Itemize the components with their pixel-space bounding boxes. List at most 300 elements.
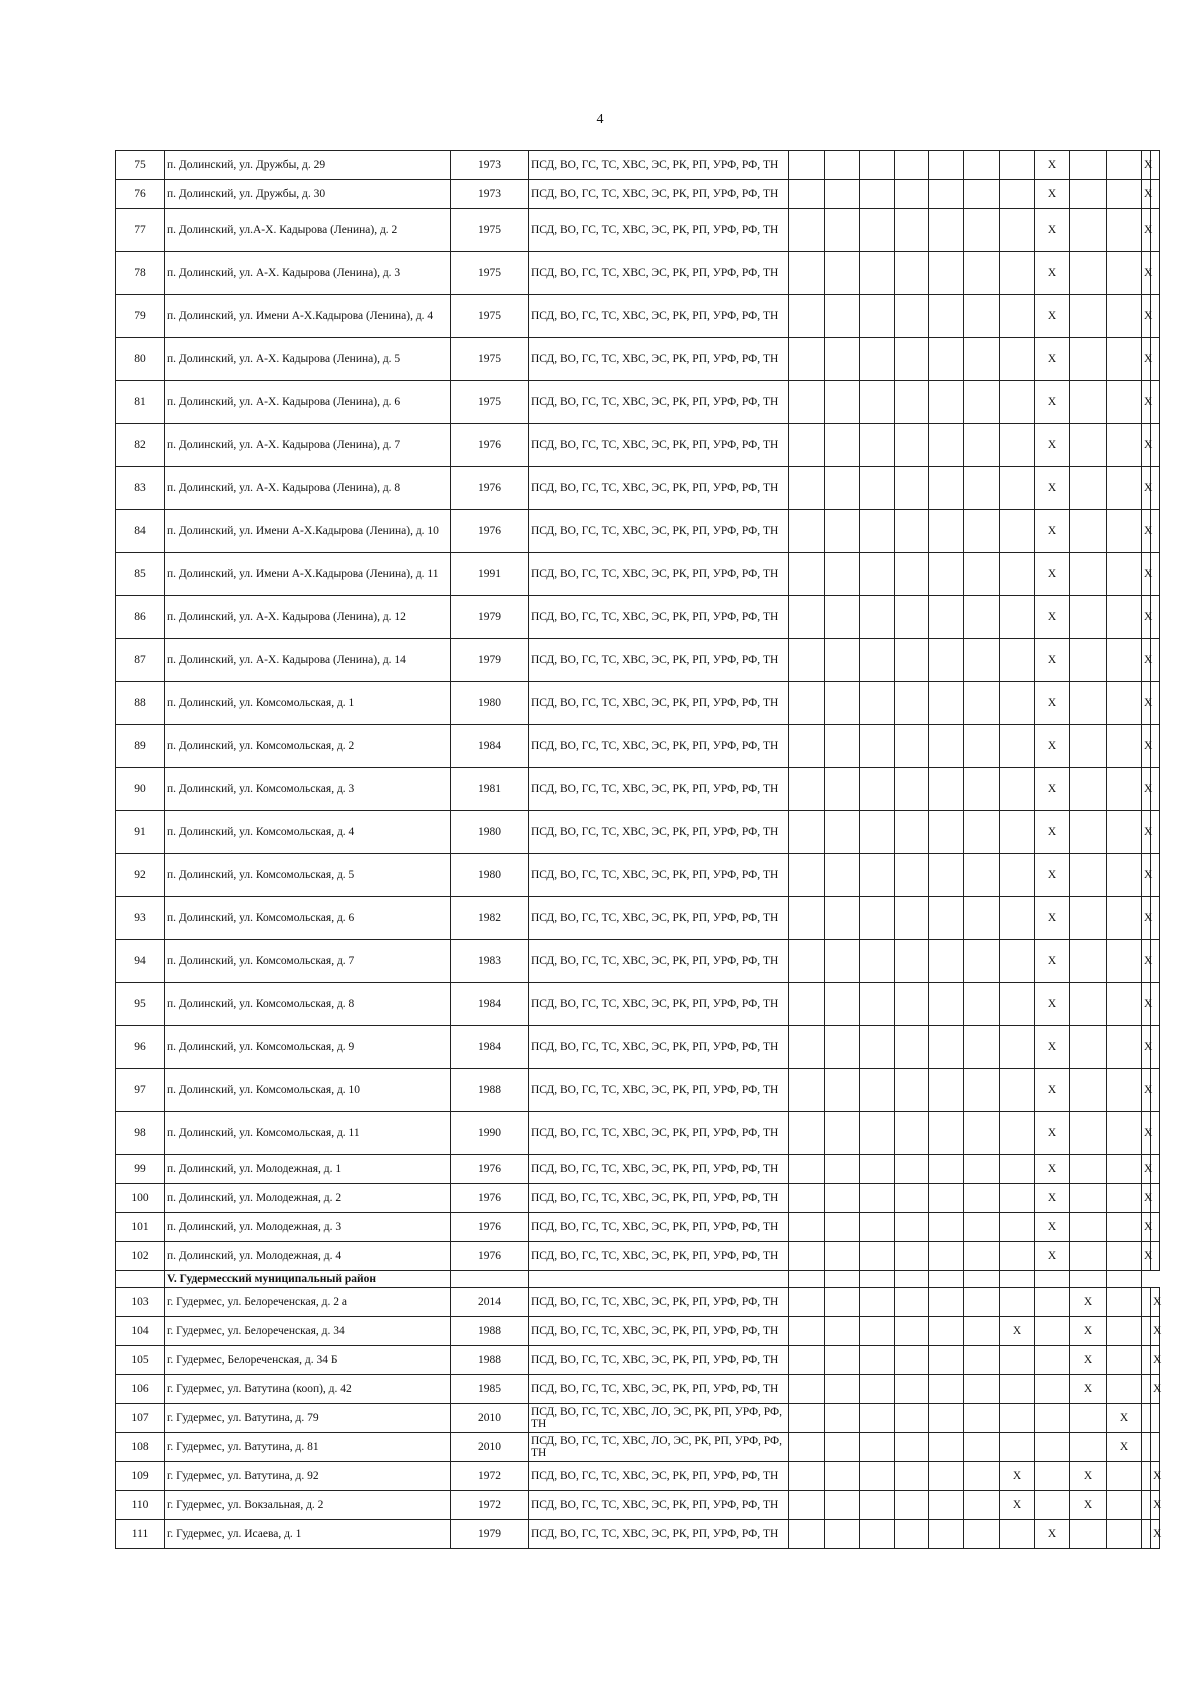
empty-cell	[895, 467, 929, 510]
x-mark-cell: X	[1035, 381, 1070, 424]
row-number-cell: 91	[116, 811, 165, 854]
works-cell: ПСД, ВО, ГС, ТС, ХВС, ЭС, РК, РП, УРФ, РФ, ТН	[529, 1317, 789, 1346]
empty-cell	[860, 1242, 895, 1271]
empty-cell	[1070, 811, 1107, 854]
x-mark-cell: X	[1035, 295, 1070, 338]
empty-cell	[860, 1375, 895, 1404]
x-mark-cell: X	[1151, 1462, 1160, 1491]
empty-cell	[825, 209, 860, 252]
row-number-cell: 106	[116, 1375, 165, 1404]
empty-cell	[895, 1112, 929, 1155]
table-row	[116, 1242, 1160, 1271]
empty-cell	[929, 1184, 964, 1213]
empty-cell	[895, 1026, 929, 1069]
row-number-cell: 77	[116, 209, 165, 252]
year-cell: 1983	[451, 940, 529, 983]
address-cell: г. Гудермес, ул. Белореченская, д. 34	[165, 1317, 451, 1346]
empty-cell	[895, 940, 929, 983]
x-mark-cell: X	[1000, 1462, 1035, 1491]
works-cell: ПСД, ВО, ГС, ТС, ХВС, ЭС, РК, РП, УРФ, РФ, ТН	[529, 940, 789, 983]
empty-cell	[860, 1069, 895, 1112]
table-row	[116, 151, 1160, 180]
empty-cell	[929, 338, 964, 381]
empty-cell	[964, 553, 1000, 596]
empty-cell	[789, 1317, 825, 1346]
year-cell: 1976	[451, 1242, 529, 1271]
empty-cell	[789, 1155, 825, 1184]
empty-cell	[860, 424, 895, 467]
empty-cell	[964, 180, 1000, 209]
empty-cell	[929, 682, 964, 725]
empty-cell	[789, 768, 825, 811]
empty-cell	[1000, 1288, 1035, 1317]
works-cell: ПСД, ВО, ГС, ТС, ХВС, ЭС, РК, РП, УРФ, РФ, ТН	[529, 596, 789, 639]
table-row	[116, 854, 1160, 897]
empty-cell	[1070, 983, 1107, 1026]
table-row	[116, 1491, 1160, 1520]
empty-cell	[1107, 151, 1142, 180]
empty-cell	[964, 854, 1000, 897]
empty-cell	[929, 1112, 964, 1155]
empty-cell	[1107, 1069, 1142, 1112]
empty-cell	[825, 1213, 860, 1242]
empty-cell	[1070, 1242, 1107, 1271]
empty-cell	[789, 1026, 825, 1069]
empty-cell	[895, 510, 929, 553]
x-mark-cell: X	[1070, 1462, 1107, 1491]
table-row	[116, 768, 1160, 811]
empty-cell	[1070, 209, 1107, 252]
year-cell: 1990	[451, 1112, 529, 1155]
empty-cell	[825, 983, 860, 1026]
empty-cell	[929, 510, 964, 553]
empty-cell	[860, 1213, 895, 1242]
empty-cell	[964, 467, 1000, 510]
row-number-cell: 92	[116, 854, 165, 897]
works-cell: ПСД, ВО, ГС, ТС, ХВС, ЭС, РК, РП, УРФ, РФ, ТН	[529, 1520, 789, 1549]
empty-cell	[1151, 1404, 1160, 1433]
empty-cell	[964, 295, 1000, 338]
empty-cell	[929, 424, 964, 467]
empty-cell	[1070, 639, 1107, 682]
empty-cell	[789, 1433, 825, 1462]
works-cell: ПСД, ВО, ГС, ТС, ХВС, ЭС, РК, РП, УРФ, РФ, ТН	[529, 897, 789, 940]
empty-cell	[1142, 1491, 1151, 1520]
empty-cell	[451, 1271, 529, 1288]
empty-cell	[789, 510, 825, 553]
empty-cell	[1000, 1026, 1035, 1069]
x-mark-cell: X	[1142, 1242, 1151, 1271]
empty-cell	[929, 1375, 964, 1404]
empty-cell	[1070, 151, 1107, 180]
empty-cell	[1070, 1404, 1107, 1433]
empty-cell	[789, 639, 825, 682]
empty-cell	[1000, 639, 1035, 682]
works-cell: ПСД, ВО, ГС, ТС, ХВС, ЭС, РК, РП, УРФ, РФ, ТН	[529, 1069, 789, 1112]
empty-cell	[1000, 553, 1035, 596]
empty-cell	[1070, 467, 1107, 510]
page-number: 4	[596, 112, 604, 127]
works-cell: ПСД, ВО, ГС, ТС, ХВС, ЛО, ЭС, РК, РП, УРФ, РФ, ТН	[529, 1404, 789, 1433]
empty-cell	[789, 1288, 825, 1317]
x-mark-cell: X	[1035, 682, 1070, 725]
empty-cell	[789, 209, 825, 252]
empty-cell	[825, 338, 860, 381]
empty-cell	[1070, 940, 1107, 983]
empty-cell	[1107, 639, 1142, 682]
empty-cell	[964, 1433, 1000, 1462]
row-number-cell: 111	[116, 1520, 165, 1549]
table-row	[116, 467, 1160, 510]
empty-cell	[895, 596, 929, 639]
address-cell: п. Долинский, ул. Молодежная, д. 2	[165, 1184, 451, 1213]
row-number-cell: 109	[116, 1462, 165, 1491]
address-cell: п. Долинский, ул. Молодежная, д. 1	[165, 1155, 451, 1184]
address-cell: п. Долинский, ул. А-Х. Кадырова (Ленина), д. 3	[165, 252, 451, 295]
empty-cell	[860, 338, 895, 381]
x-mark-cell: X	[1142, 725, 1151, 768]
empty-cell	[1070, 1184, 1107, 1213]
address-cell: п. Долинский, ул. Комсомольская, д. 7	[165, 940, 451, 983]
empty-cell	[1035, 1317, 1070, 1346]
works-cell: ПСД, ВО, ГС, ТС, ХВС, ЭС, РК, РП, УРФ, РФ, ТН	[529, 1112, 789, 1155]
empty-cell	[895, 1404, 929, 1433]
empty-cell	[789, 897, 825, 940]
works-cell: ПСД, ВО, ГС, ТС, ХВС, ЭС, РК, РП, УРФ, РФ, ТН	[529, 768, 789, 811]
address-cell: г. Гудермес, Белореченская, д. 34 Б	[165, 1346, 451, 1375]
empty-cell	[1070, 854, 1107, 897]
empty-cell	[1107, 553, 1142, 596]
empty-cell	[825, 1288, 860, 1317]
empty-cell	[789, 180, 825, 209]
empty-cell	[1070, 1112, 1107, 1155]
empty-cell	[860, 940, 895, 983]
works-cell: ПСД, ВО, ГС, ТС, ХВС, ЭС, РК, РП, УРФ, РФ, ТН	[529, 180, 789, 209]
empty-cell	[895, 1242, 929, 1271]
empty-cell	[860, 1462, 895, 1491]
empty-cell	[1070, 897, 1107, 940]
empty-cell	[1000, 1520, 1035, 1549]
table-body	[116, 151, 1160, 1549]
address-cell: п. Долинский, ул. Комсомольская, д. 11	[165, 1112, 451, 1155]
empty-cell	[895, 811, 929, 854]
empty-cell	[825, 510, 860, 553]
empty-cell	[1070, 1433, 1107, 1462]
empty-cell	[964, 252, 1000, 295]
x-mark-cell: X	[1151, 1346, 1160, 1375]
empty-cell	[789, 338, 825, 381]
x-mark-cell: X	[1035, 639, 1070, 682]
works-cell: ПСД, ВО, ГС, ТС, ХВС, ЭС, РК, РП, УРФ, РФ, ТН	[529, 553, 789, 596]
empty-cell	[895, 854, 929, 897]
year-cell: 1976	[451, 1155, 529, 1184]
address-cell: п. Долинский, ул. А-Х. Кадырова (Ленина), д. 5	[165, 338, 451, 381]
x-mark-cell: X	[1142, 1213, 1151, 1242]
x-mark-cell: X	[1142, 252, 1151, 295]
empty-cell	[789, 596, 825, 639]
empty-cell	[1107, 1346, 1142, 1375]
row-number-cell: 82	[116, 424, 165, 467]
empty-cell	[1107, 596, 1142, 639]
address-cell: п. Долинский, ул. Комсомольская, д. 9	[165, 1026, 451, 1069]
x-mark-cell: X	[1142, 1069, 1151, 1112]
row-number-cell: 84	[116, 510, 165, 553]
row-number-cell: 103	[116, 1288, 165, 1317]
empty-cell	[929, 897, 964, 940]
works-cell: ПСД, ВО, ГС, ТС, ХВС, ЭС, РК, РП, УРФ, РФ, ТН	[529, 682, 789, 725]
empty-cell	[860, 510, 895, 553]
x-mark-cell: X	[1035, 983, 1070, 1026]
empty-cell	[860, 1184, 895, 1213]
year-cell: 1984	[451, 983, 529, 1026]
empty-cell	[860, 1317, 895, 1346]
empty-cell	[789, 811, 825, 854]
address-cell: п. Долинский, ул. Комсомольская, д. 4	[165, 811, 451, 854]
empty-cell	[860, 682, 895, 725]
empty-cell	[1142, 1520, 1151, 1549]
empty-cell	[825, 252, 860, 295]
x-mark-cell: X	[1142, 338, 1151, 381]
x-mark-cell: X	[1142, 1155, 1151, 1184]
address-cell: п. Долинский, ул. Дружбы, д. 30	[165, 180, 451, 209]
year-cell: 1980	[451, 682, 529, 725]
section-title: V. Гудермесский муниципальный район	[165, 1271, 451, 1288]
x-mark-cell: X	[1035, 467, 1070, 510]
table-row	[116, 553, 1160, 596]
empty-cell	[1107, 338, 1142, 381]
empty-cell	[1000, 682, 1035, 725]
row-number-cell: 99	[116, 1155, 165, 1184]
empty-cell	[929, 1026, 964, 1069]
x-mark-cell: X	[1035, 1184, 1070, 1213]
year-cell: 1991	[451, 553, 529, 596]
empty-cell	[929, 151, 964, 180]
empty-cell	[929, 596, 964, 639]
empty-cell	[929, 1155, 964, 1184]
table-row	[116, 897, 1160, 940]
row-number-cell: 81	[116, 381, 165, 424]
empty-cell	[860, 725, 895, 768]
address-cell: п. Долинский, ул. Комсомольская, д. 6	[165, 897, 451, 940]
empty-cell	[1035, 1375, 1070, 1404]
empty-cell	[789, 1242, 825, 1271]
empty-cell	[1142, 1288, 1151, 1317]
row-number-cell: 108	[116, 1433, 165, 1462]
empty-cell	[825, 1026, 860, 1069]
works-cell: ПСД, ВО, ГС, ТС, ХВС, ЭС, РК, РП, УРФ, РФ, ТН	[529, 295, 789, 338]
empty-cell	[964, 811, 1000, 854]
empty-cell	[964, 151, 1000, 180]
empty-cell	[1107, 1184, 1142, 1213]
address-cell: п. Долинский, ул. А-Х. Кадырова (Ленина), д. 12	[165, 596, 451, 639]
table-row	[116, 1346, 1160, 1375]
empty-cell	[1000, 897, 1035, 940]
empty-cell	[860, 1155, 895, 1184]
empty-cell	[1000, 381, 1035, 424]
x-mark-cell: X	[1142, 209, 1151, 252]
empty-cell	[895, 1462, 929, 1491]
empty-cell	[964, 768, 1000, 811]
empty-cell	[860, 252, 895, 295]
works-cell: ПСД, ВО, ГС, ТС, ХВС, ЭС, РК, РП, УРФ, РФ, ТН	[529, 639, 789, 682]
address-cell: п. Долинский, ул. Комсомольская, д. 5	[165, 854, 451, 897]
x-mark-cell: X	[1107, 1404, 1142, 1433]
address-cell: г. Гудермес, ул. Ватутина, д. 92	[165, 1462, 451, 1491]
empty-cell	[1035, 1288, 1070, 1317]
empty-cell	[895, 295, 929, 338]
empty-cell	[1107, 510, 1142, 553]
empty-cell	[929, 1213, 964, 1242]
empty-cell	[964, 1462, 1000, 1491]
empty-cell	[964, 1288, 1000, 1317]
address-cell: г. Гудермес, ул. Ватутина, д. 79	[165, 1404, 451, 1433]
works-cell: ПСД, ВО, ГС, ТС, ХВС, ЭС, РК, РП, УРФ, РФ, ТН	[529, 1026, 789, 1069]
x-mark-cell: X	[1000, 1491, 1035, 1520]
empty-cell	[964, 1155, 1000, 1184]
works-cell: ПСД, ВО, ГС, ТС, ХВС, ЭС, РК, РП, УРФ, РФ, ТН	[529, 1184, 789, 1213]
table-row	[116, 725, 1160, 768]
x-mark-cell: X	[1142, 1026, 1151, 1069]
x-mark-cell: X	[1035, 596, 1070, 639]
year-cell: 1975	[451, 252, 529, 295]
x-mark-cell: X	[1035, 510, 1070, 553]
empty-cell	[895, 725, 929, 768]
works-cell: ПСД, ВО, ГС, ТС, ХВС, ЛО, ЭС, РК, РП, УРФ, РФ, ТН	[529, 1433, 789, 1462]
empty-cell	[789, 1520, 825, 1549]
table-row	[116, 1462, 1160, 1491]
empty-cell	[1070, 596, 1107, 639]
works-cell: ПСД, ВО, ГС, ТС, ХВС, ЭС, РК, РП, УРФ, РФ, ТН	[529, 725, 789, 768]
empty-cell	[1142, 1433, 1151, 1462]
empty-cell	[825, 180, 860, 209]
empty-cell	[1035, 1433, 1070, 1462]
x-mark-cell: X	[1142, 424, 1151, 467]
year-cell: 1984	[451, 1026, 529, 1069]
empty-cell	[1107, 1213, 1142, 1242]
x-mark-cell: X	[1035, 940, 1070, 983]
empty-cell	[964, 381, 1000, 424]
empty-cell	[789, 1491, 825, 1520]
empty-cell	[860, 596, 895, 639]
table-row	[116, 1026, 1160, 1069]
x-mark-cell: X	[1070, 1317, 1107, 1346]
empty-cell	[929, 180, 964, 209]
table-row	[116, 381, 1160, 424]
empty-cell	[789, 1404, 825, 1433]
empty-cell	[1000, 940, 1035, 983]
empty-cell	[1000, 338, 1035, 381]
empty-cell	[1000, 1213, 1035, 1242]
x-mark-cell: X	[1142, 596, 1151, 639]
works-cell: ПСД, ВО, ГС, ТС, ХВС, ЭС, РК, РП, УРФ, РФ, ТН	[529, 1491, 789, 1520]
works-cell: ПСД, ВО, ГС, ТС, ХВС, ЭС, РК, РП, УРФ, РФ, ТН	[529, 1346, 789, 1375]
housing-register-table	[115, 150, 1160, 1549]
empty-cell	[895, 1213, 929, 1242]
empty-cell	[895, 1271, 929, 1288]
row-number-cell: 87	[116, 639, 165, 682]
x-mark-cell: X	[1142, 1184, 1151, 1213]
row-number-cell: 78	[116, 252, 165, 295]
empty-cell	[1000, 252, 1035, 295]
x-mark-cell: X	[1151, 1288, 1160, 1317]
empty-cell	[929, 1462, 964, 1491]
works-cell: ПСД, ВО, ГС, ТС, ХВС, ЭС, РК, РП, УРФ, РФ, ТН	[529, 1288, 789, 1317]
empty-cell	[1070, 424, 1107, 467]
empty-cell	[825, 768, 860, 811]
empty-cell	[825, 639, 860, 682]
empty-cell	[895, 897, 929, 940]
empty-cell	[1070, 1155, 1107, 1184]
empty-cell	[1000, 180, 1035, 209]
works-cell: ПСД, ВО, ГС, ТС, ХВС, ЭС, РК, РП, УРФ, РФ, ТН	[529, 338, 789, 381]
empty-cell	[1107, 1462, 1142, 1491]
empty-cell	[825, 1069, 860, 1112]
empty-cell	[860, 1026, 895, 1069]
empty-cell	[1142, 1346, 1151, 1375]
empty-cell	[789, 151, 825, 180]
empty-cell	[929, 768, 964, 811]
year-cell: 1976	[451, 510, 529, 553]
empty-cell	[860, 768, 895, 811]
empty-cell	[1000, 1433, 1035, 1462]
x-mark-cell: X	[1070, 1288, 1107, 1317]
x-mark-cell: X	[1035, 1242, 1070, 1271]
empty-cell	[929, 725, 964, 768]
empty-cell	[964, 1112, 1000, 1155]
empty-cell	[1000, 811, 1035, 854]
empty-cell	[895, 209, 929, 252]
empty-cell	[964, 1026, 1000, 1069]
empty-cell	[825, 1346, 860, 1375]
empty-cell	[929, 252, 964, 295]
works-cell: ПСД, ВО, ГС, ТС, ХВС, ЭС, РК, РП, УРФ, РФ, ТН	[529, 151, 789, 180]
x-mark-cell: X	[1142, 553, 1151, 596]
empty-cell	[1000, 151, 1035, 180]
empty-cell	[529, 1271, 789, 1288]
empty-cell	[825, 682, 860, 725]
x-mark-cell: X	[1035, 252, 1070, 295]
empty-cell	[1000, 1271, 1035, 1288]
year-cell: 1980	[451, 811, 529, 854]
empty-cell	[964, 983, 1000, 1026]
empty-cell	[1107, 854, 1142, 897]
works-cell: ПСД, ВО, ГС, ТС, ХВС, ЭС, РК, РП, УРФ, РФ, ТН	[529, 854, 789, 897]
row-number-cell: 101	[116, 1213, 165, 1242]
x-mark-cell: X	[1142, 639, 1151, 682]
empty-cell	[789, 854, 825, 897]
x-mark-cell: X	[1142, 940, 1151, 983]
empty-cell	[929, 381, 964, 424]
row-number-cell: 89	[116, 725, 165, 768]
year-cell: 2010	[451, 1433, 529, 1462]
empty-cell	[1000, 1184, 1035, 1213]
works-cell: ПСД, ВО, ГС, ТС, ХВС, ЭС, РК, РП, УРФ, РФ, ТН	[529, 252, 789, 295]
year-cell: 1979	[451, 1520, 529, 1549]
empty-cell	[895, 1491, 929, 1520]
empty-cell	[825, 1184, 860, 1213]
table-row	[116, 811, 1160, 854]
empty-cell	[964, 1317, 1000, 1346]
x-mark-cell: X	[1035, 1026, 1070, 1069]
x-mark-cell: X	[1107, 1433, 1142, 1462]
x-mark-cell: X	[1035, 768, 1070, 811]
empty-cell	[1035, 1462, 1070, 1491]
year-cell: 1979	[451, 596, 529, 639]
empty-cell	[895, 381, 929, 424]
table-row	[116, 682, 1160, 725]
empty-cell	[929, 1520, 964, 1549]
empty-cell	[964, 1184, 1000, 1213]
